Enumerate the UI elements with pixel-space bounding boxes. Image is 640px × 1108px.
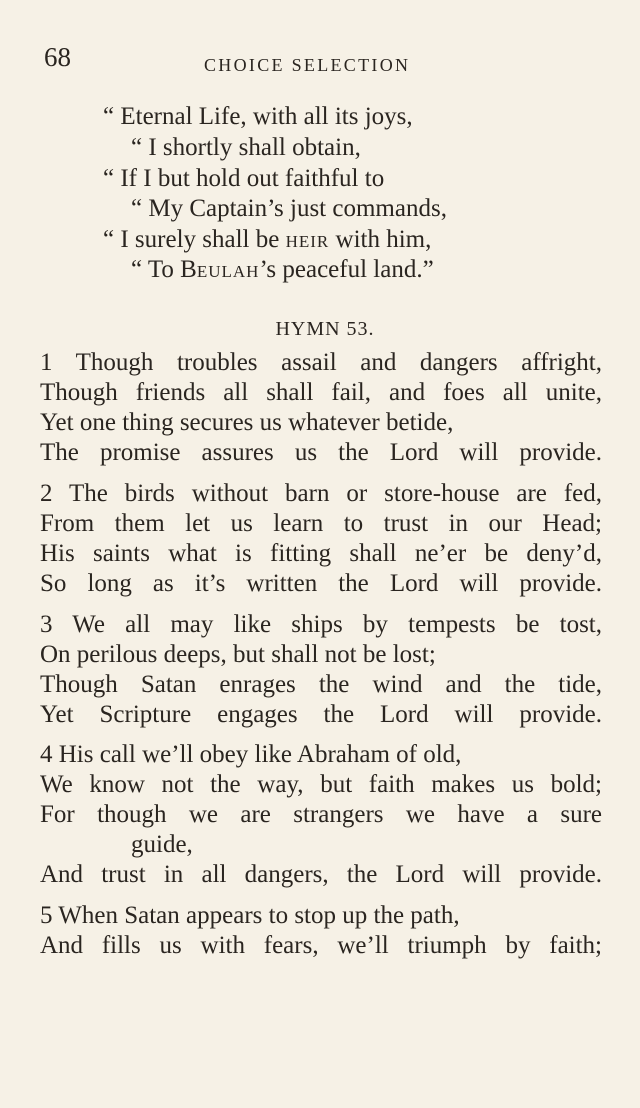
hymn-title: HYMN 53. <box>275 318 375 340</box>
verse-line <box>131 257 434 282</box>
stanza-line: 3 We all may like ships by tempests be tost, <box>40 611 602 638</box>
verse-text: with him, <box>329 226 432 253</box>
stanza-line: guide, <box>131 831 193 858</box>
stanza-line: So long as it’s written the Lord will provide. <box>40 570 602 597</box>
stanza-line: 5 When Satan appears to stop up the path, <box>40 902 460 929</box>
verse-line: “ If I but hold out faithful to <box>103 165 385 192</box>
verse-text: “ I surely shall be <box>103 226 286 253</box>
verse-line <box>103 227 431 252</box>
running-head: CHOICE SELECTION <box>204 55 411 75</box>
stanza-line: The promise assures us the Lord will provide. <box>40 439 602 466</box>
stanza-line: From them let us learn to trust in our Head; <box>40 510 602 537</box>
stanza-line: Though Satan enrages the wind and the tide, <box>40 671 602 698</box>
stanza-line: Yet Scripture engages the Lord will provide. <box>40 701 602 728</box>
verse-text: “ To B <box>131 256 197 283</box>
verse-line: “ I shortly shall obtain, <box>131 134 361 161</box>
stanza-line: For though we are strangers we have a sure <box>40 801 602 828</box>
small-caps-word: EULAH <box>196 262 260 281</box>
stanza-line: 4 His call we’ll obey like Abraham of old, <box>40 741 462 768</box>
stanza-line: And trust in all dangers, the Lord will provide. <box>40 861 602 888</box>
verse-text: ’s peaceful land.” <box>259 256 434 283</box>
small-caps-word: HEIR <box>285 232 330 251</box>
stanza-line: On perilous deeps, but shall not be lost; <box>40 641 436 668</box>
stanza-line: And fills us with fears, we’ll triumph by faith; <box>40 932 602 959</box>
verse-line: “ Eternal Life, with all its joys, <box>103 103 413 130</box>
stanza-line: Though friends all shall fail, and foes all unite, <box>40 379 602 406</box>
stanza-line: 1 Though troubles assail and dangers affright, <box>40 349 602 376</box>
stanza-line: We know not the way, but faith makes us bold; <box>40 771 602 798</box>
stanza-line: 2 The birds without barn or store-house are fed, <box>40 480 602 507</box>
verse-line: “ My Captain’s just commands, <box>131 195 447 222</box>
stanza-line: Yet one thing secures us whatever betide, <box>40 409 454 436</box>
page-number: 68 <box>44 42 71 72</box>
stanza-line: His saints what is fitting shall ne’er be deny’d, <box>40 540 602 567</box>
